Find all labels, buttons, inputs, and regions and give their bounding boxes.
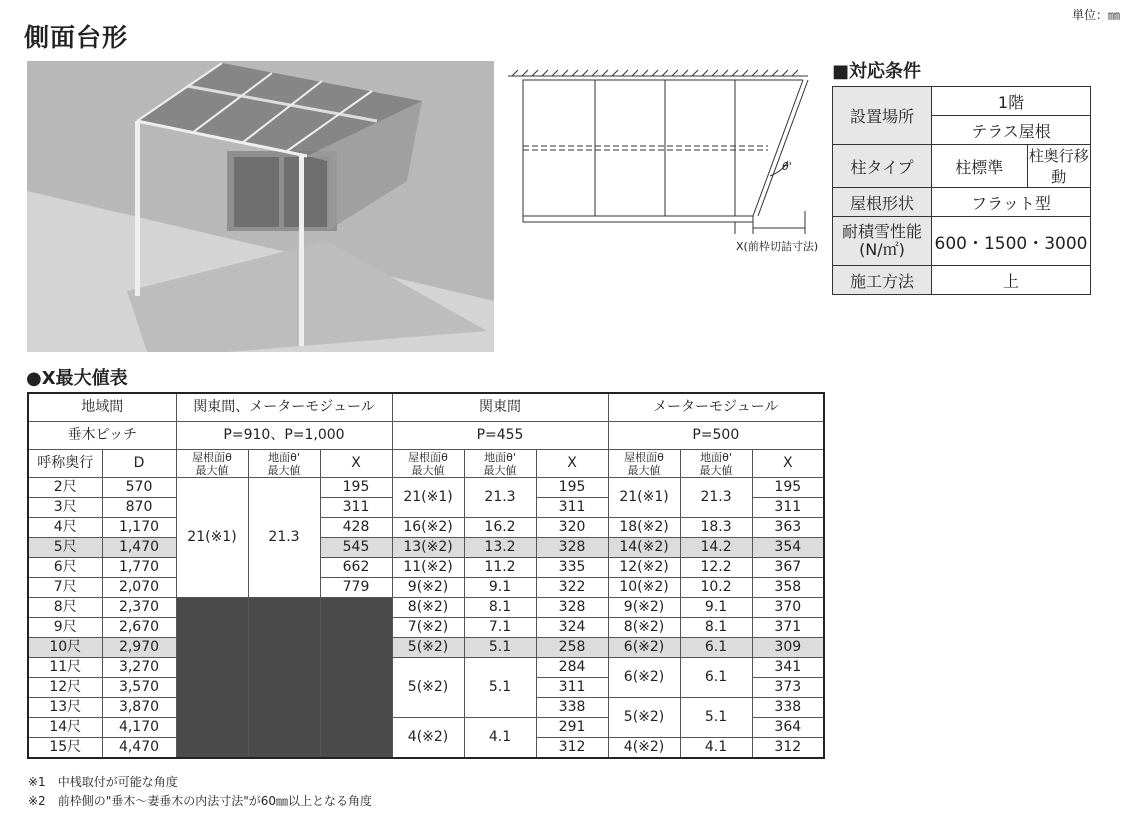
gc-cell: 9.1 (680, 598, 752, 618)
rb-cell: 13(※2) (392, 538, 464, 558)
d-cell: 4,170 (102, 718, 176, 738)
depth-cell: 10尺 (28, 638, 102, 658)
xb-cell: 320 (536, 518, 608, 538)
h-meter: メーターモジュール (608, 393, 824, 422)
ground-b-merged: 4.1 (464, 718, 536, 759)
rc-cell: 12(※2) (608, 558, 680, 578)
method-value: 上 (932, 266, 1091, 295)
gc-cell: 18.3 (680, 518, 752, 538)
gb-cell: 8.1 (464, 598, 536, 618)
h-ground-c: 地面θ' 最大値 (680, 450, 752, 478)
ground-a-merged: 21.3 (248, 478, 320, 598)
rc-cell: 14(※2) (608, 538, 680, 558)
xb-cell: 291 (536, 718, 608, 738)
table-row (28, 578, 824, 598)
h-kanto: 関東間 (392, 393, 608, 422)
roof-b-merged: 21(※1) (392, 478, 464, 518)
depth-cell: 2尺 (28, 478, 102, 498)
diagram-angle-label: θ' (782, 160, 792, 173)
xb-cell: 284 (536, 658, 608, 678)
depth-cell: 8尺 (28, 598, 102, 618)
xb-cell: 322 (536, 578, 608, 598)
rc-cell: 6(※2) (608, 638, 680, 658)
h-pitch: 垂木ピッチ (28, 422, 176, 450)
roof-c-merged: 21(※1) (608, 478, 680, 518)
xb-cell: 338 (536, 698, 608, 718)
h-ground-a: 地面θ' 最大値 (248, 450, 320, 478)
pitch-c: P=500 (608, 422, 824, 450)
pillar-value-2: 柱奥行移動 (1027, 145, 1090, 188)
xb-cell: 328 (536, 598, 608, 618)
ground-b-merged: 21.3 (464, 478, 536, 518)
xc-cell: 364 (752, 718, 824, 738)
unavailable-cell (320, 598, 392, 759)
h-x-a: X (320, 450, 392, 478)
rc-cell: 18(※2) (608, 518, 680, 538)
xc-cell: 338 (752, 698, 824, 718)
gc-cell: 10.2 (680, 578, 752, 598)
gb-cell: 5.1 (464, 638, 536, 658)
xc-cell: 371 (752, 618, 824, 638)
d-cell: 1,470 (102, 538, 176, 558)
h-kanto-meter: 関東間、メーターモジュール (176, 393, 392, 422)
roof-label: 屋根形状 (833, 188, 932, 217)
d-cell: 870 (102, 498, 176, 518)
gb-cell: 13.2 (464, 538, 536, 558)
h-depth: 呼称奥行 (28, 450, 102, 478)
footnote-2: ※2 前枠側の"垂木～妻垂木の内法寸法"が60㎜以上となる角度 (28, 794, 373, 808)
xc-cell: 358 (752, 578, 824, 598)
xc-cell: 367 (752, 558, 824, 578)
xc-cell: 311 (752, 498, 824, 518)
gc-cell: 4.1 (680, 738, 752, 759)
roof-c-merged: 6(※2) (608, 658, 680, 698)
ground-c-merged: 5.1 (680, 698, 752, 738)
d-cell: 4,470 (102, 738, 176, 759)
xa-cell: 545 (320, 538, 392, 558)
h-ground-b: 地面θ' 最大値 (464, 450, 536, 478)
xb-cell: 311 (536, 498, 608, 518)
rb-cell: 7(※2) (392, 618, 464, 638)
rc-cell: 4(※2) (608, 738, 680, 759)
table-row (28, 478, 824, 498)
xc-cell: 354 (752, 538, 824, 558)
h-roof-b: 屋根面θ 最大値 (392, 450, 464, 478)
diagram-x-label: X(前枠切詰寸法) (736, 240, 819, 253)
depth-cell: 4尺 (28, 518, 102, 538)
xb-cell: 328 (536, 538, 608, 558)
xb-cell: 195 (536, 478, 608, 498)
rc-cell: 9(※2) (608, 598, 680, 618)
unit-label: 単位：㎜ (1071, 8, 1120, 22)
d-cell: 1,170 (102, 518, 176, 538)
page-title: 側面台形 (24, 23, 129, 52)
location-label: 設置場所 (833, 87, 932, 145)
h-x-b: X (536, 450, 608, 478)
table-row (28, 638, 824, 658)
conditions-title: ■対応条件 (832, 61, 922, 82)
table-row (28, 618, 824, 638)
d-cell: 2,370 (102, 598, 176, 618)
depth-cell: 5尺 (28, 538, 102, 558)
method-label: 施工方法 (833, 266, 932, 295)
h-roof-c: 屋根面θ 最大値 (608, 450, 680, 478)
gc-cell: 12.2 (680, 558, 752, 578)
xa-cell: 779 (320, 578, 392, 598)
location-value-1: 1階 (932, 87, 1091, 116)
gb-cell: 7.1 (464, 618, 536, 638)
ground-b-merged: 5.1 (464, 658, 536, 718)
depth-cell: 11尺 (28, 658, 102, 678)
gc-cell: 14.2 (680, 538, 752, 558)
d-cell: 1,770 (102, 558, 176, 578)
xb-cell: 335 (536, 558, 608, 578)
roof-b-merged: 4(※2) (392, 718, 464, 759)
unavailable-cell (176, 598, 248, 759)
location-value-2: テラス屋根 (932, 116, 1091, 145)
d-cell: 2,070 (102, 578, 176, 598)
xb-cell: 311 (536, 678, 608, 698)
xc-cell: 195 (752, 478, 824, 498)
roof-c-merged: 5(※2) (608, 698, 680, 738)
rb-cell: 16(※2) (392, 518, 464, 538)
gc-cell: 6.1 (680, 638, 752, 658)
depth-cell: 13尺 (28, 698, 102, 718)
pillar-label: 柱タイプ (833, 145, 932, 188)
roof-a-merged: 21(※1) (176, 478, 248, 598)
d-cell: 2,670 (102, 618, 176, 638)
depth-cell: 3尺 (28, 498, 102, 518)
d-cell: 3,570 (102, 678, 176, 698)
xc-cell: 312 (752, 738, 824, 759)
roof-b-merged: 5(※2) (392, 658, 464, 718)
d-cell: 2,970 (102, 638, 176, 658)
snow-label: 耐積雪性能 (N/㎡) (833, 217, 932, 266)
ground-c-merged: 21.3 (680, 478, 752, 518)
depth-cell: 9尺 (28, 618, 102, 638)
xa-cell: 662 (320, 558, 392, 578)
table-row (28, 558, 824, 578)
rb-cell: 9(※2) (392, 578, 464, 598)
d-cell: 3,870 (102, 698, 176, 718)
gb-cell: 9.1 (464, 578, 536, 598)
roof-value: フラット型 (932, 188, 1091, 217)
rb-cell: 8(※2) (392, 598, 464, 618)
rb-cell: 11(※2) (392, 558, 464, 578)
gb-cell: 16.2 (464, 518, 536, 538)
depth-cell: 12尺 (28, 678, 102, 698)
xc-cell: 373 (752, 678, 824, 698)
xa-cell: 311 (320, 498, 392, 518)
xb-cell: 324 (536, 618, 608, 638)
xc-cell: 363 (752, 518, 824, 538)
conditions-table (832, 86, 1091, 295)
table-row (28, 598, 824, 618)
table-row (28, 658, 824, 678)
pillar-value-1: 柱標準 (932, 145, 1028, 188)
depth-cell: 6尺 (28, 558, 102, 578)
depth-cell: 7尺 (28, 578, 102, 598)
xb-cell: 258 (536, 638, 608, 658)
xc-cell: 341 (752, 658, 824, 678)
pitch-b: P=455 (392, 422, 608, 450)
xc-cell: 309 (752, 638, 824, 658)
rb-cell: 5(※2) (392, 638, 464, 658)
rc-cell: 10(※2) (608, 578, 680, 598)
unavailable-cell (248, 598, 320, 759)
xc-cell: 370 (752, 598, 824, 618)
gb-cell: 11.2 (464, 558, 536, 578)
gc-cell: 8.1 (680, 618, 752, 638)
footnote-1: ※1 中桟取付が可能な角度 (28, 775, 178, 789)
ground-c-merged: 6.1 (680, 658, 752, 698)
rc-cell: 8(※2) (608, 618, 680, 638)
h-x-c: X (752, 450, 824, 478)
snow-value: 600・1500・3000 (932, 217, 1091, 266)
table-row (28, 538, 824, 558)
product-photo (27, 61, 494, 352)
h-region: 地域間 (28, 393, 176, 422)
side-diagram (508, 66, 818, 256)
depth-cell: 14尺 (28, 718, 102, 738)
xa-cell: 428 (320, 518, 392, 538)
d-cell: 570 (102, 478, 176, 498)
table-row (28, 518, 824, 538)
depth-cell: 15尺 (28, 738, 102, 759)
d-cell: 3,270 (102, 658, 176, 678)
xb-cell: 312 (536, 738, 608, 759)
h-d: D (102, 450, 176, 478)
pitch-a: P=910、P=1,000 (176, 422, 392, 450)
x-max-table (27, 392, 825, 759)
xtable-title: ●X最大値表 (26, 368, 128, 389)
h-roof-a: 屋根面θ 最大値 (176, 450, 248, 478)
xa-cell: 195 (320, 478, 392, 498)
